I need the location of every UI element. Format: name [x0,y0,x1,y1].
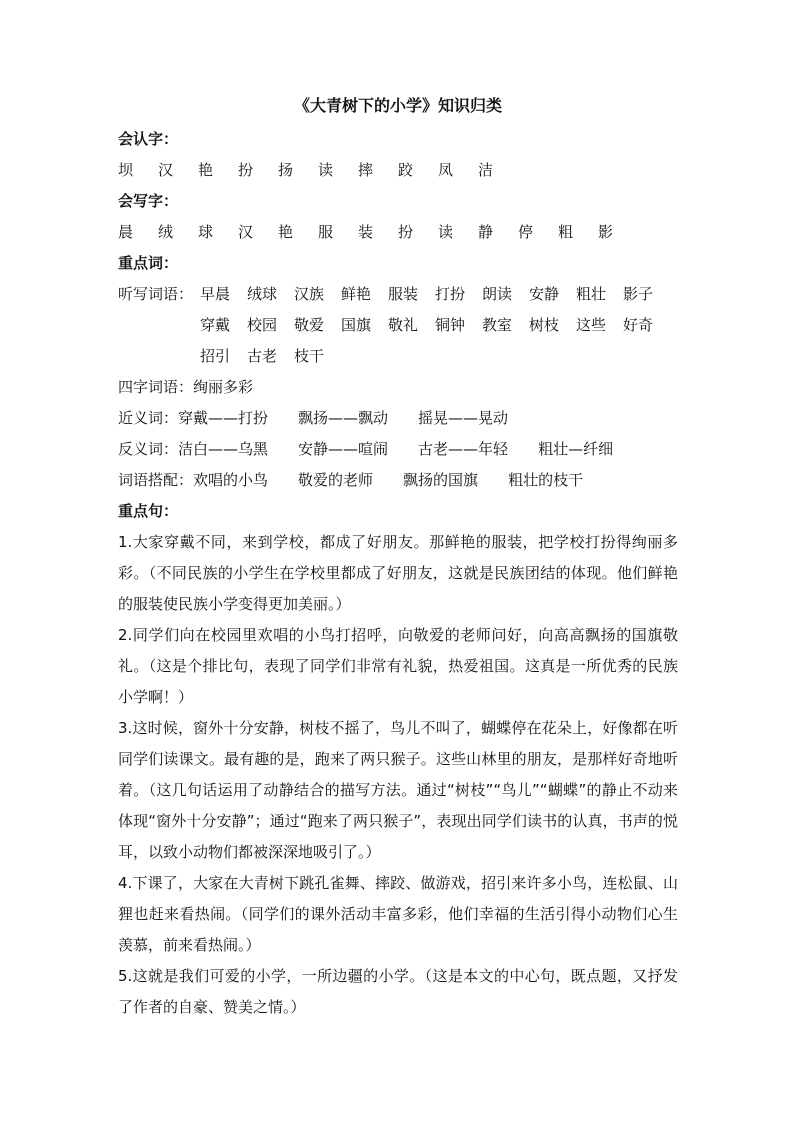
char-item: 影 [598,223,614,241]
word-item: 安静 [529,285,560,303]
char-item: 球 [198,223,214,241]
word-item: 打扮 [435,285,466,303]
char-item: 洁 [478,161,494,179]
word-item: 敬礼 [388,316,419,334]
key-sentence-3: 3.这时候，窗外十分安静，树枝不摇了，鸟儿不叫了，蝴蝶停在花朵上，好像都在听同学们读课文。最有趣的是，跑来了两只猴子。这些山林里的朋友，是那样好奇地听着。（这几句话运用了动静结合的描写方法。通过“树枝”“鸟儿”“蝴蝶”的静止不动来体现“窗外十分安静”；通过“跑来了两只猴子”，表现出同学们读书的认真，书声的悦耳，以致小动物们都被深深地吸引了。） [118,719,678,861]
key-sentence-1: 1.大家穿戴不同，来到学校，都成了好朋友。那鲜艳的服装，把学校打扮得绚丽多彩。（不同民族的小学生在学校里都成了好朋友，这就是民族团结的体现。他们鲜艳的服装使民族小学变得更加美丽。） [118,533,678,613]
char-item: 扬 [278,161,294,179]
word-item: 影子 [623,285,654,303]
antonym-pair: 安静——喧闹 [298,440,389,458]
char-item: 扮 [398,223,414,241]
char-item: 凤 [438,161,454,179]
synonym-pair: 穿戴——打扮 [178,409,269,427]
char-item: 艳 [278,223,294,241]
word-item: 古老 [247,347,278,365]
word-item: 穿戴 [200,316,231,334]
key-sentence-5: 5.这就是我们可爱的小学，一所边疆的小学。（这是本文的中心句，既点题，又抒发了作者的自豪、赞美之情。） [118,967,678,1016]
collocation-item: 飘扬的国旗 [403,471,479,489]
document-page [118,94,678,1023]
char-item: 读 [438,223,454,241]
word-item: 教室 [482,316,513,334]
word-item: 粗壮 [576,285,607,303]
four-char-label: 四字词语： [118,378,194,396]
synonym-pair: 摇晃——晃动 [418,409,509,427]
word-item: 汉族 [294,285,325,303]
word-item: 招引 [200,347,231,365]
char-item: 绒 [158,223,174,241]
antonyms-label: 反义词： [118,440,179,458]
char-item: 艳 [198,161,214,179]
char-item: 服 [318,223,334,241]
write-chars-row [118,217,678,248]
char-item: 静 [478,223,494,241]
dictation-label: 听写词语： [118,285,194,303]
word-item: 枝干 [294,347,325,365]
char-item: 汉 [158,161,174,179]
synonym-pair: 飘扬——飘动 [298,409,389,427]
dictation-word-grid [200,279,670,372]
synonyms-label: 近义词： [118,409,179,427]
char-item: 晨 [118,223,134,241]
char-item: 扮 [238,161,254,179]
collocation-item: 粗壮的枝干 [508,471,584,489]
char-item: 坝 [118,161,134,179]
char-item: 停 [518,223,534,241]
document-title: 《大青树下的小学》知识归类 [293,96,502,115]
key-words-heading: 重点词： [118,254,179,272]
char-item: 摔 [358,161,374,179]
char-item: 粗 [558,223,574,241]
word-item: 敬爱 [294,316,325,334]
four-char-words: 绚丽多彩 [193,378,254,396]
word-item: 校园 [247,316,278,334]
key-sentences-heading: 重点句： [118,502,179,520]
word-item: 好奇 [623,316,654,334]
word-item: 树枝 [529,316,560,334]
synonyms-line [118,403,678,434]
dictation-block [118,279,678,372]
char-item: 装 [358,223,374,241]
word-item: 国旗 [341,316,372,334]
word-item: 服装 [388,285,419,303]
antonym-pair: 古老——年轻 [418,440,509,458]
write-chars-heading: 会写字： [118,192,179,210]
antonyms-line [118,434,678,465]
key-sentence-4: 4.下课了，大家在大青树下跳孔雀舞、摔跤、做游戏，招引来许多小鸟，连松鼠、山狸也赶来看热闹。（同学们的课外活动丰富多彩，他们幸福的生活引得小动物们心生羡慕，前来看热闹。） [118,874,678,954]
antonym-pair: 粗壮—纤细 [538,440,614,458]
collocation-item: 欢唱的小鸟 [193,471,269,489]
antonym-pair: 洁白——乌黑 [178,440,269,458]
char-item: 读 [318,161,334,179]
collocations-line [118,465,678,496]
word-item: 早晨 [200,285,231,303]
word-item: 朗读 [482,285,513,303]
word-item: 铜钟 [435,316,466,334]
word-item: 绒球 [247,285,278,303]
word-item: 这些 [576,316,607,334]
char-item: 汉 [238,223,254,241]
collocations-label: 词语搭配： [118,471,194,489]
four-char-words-line [118,372,678,403]
char-item: 跤 [398,161,414,179]
collocation-item: 敬爱的老师 [298,471,374,489]
key-sentence-2: 2.同学们向在校园里欢唱的小鸟打招呼，向敬爱的老师问好，向高高飘扬的国旗敬礼。（这是个排比句，表现了同学们非常有礼貌，热爱祖国。这真是一所优秀的民族小学啊！） [118,626,678,706]
word-item: 鲜艳 [341,285,372,303]
read-chars-row [118,155,678,186]
read-chars-heading: 会认字： [118,130,179,148]
